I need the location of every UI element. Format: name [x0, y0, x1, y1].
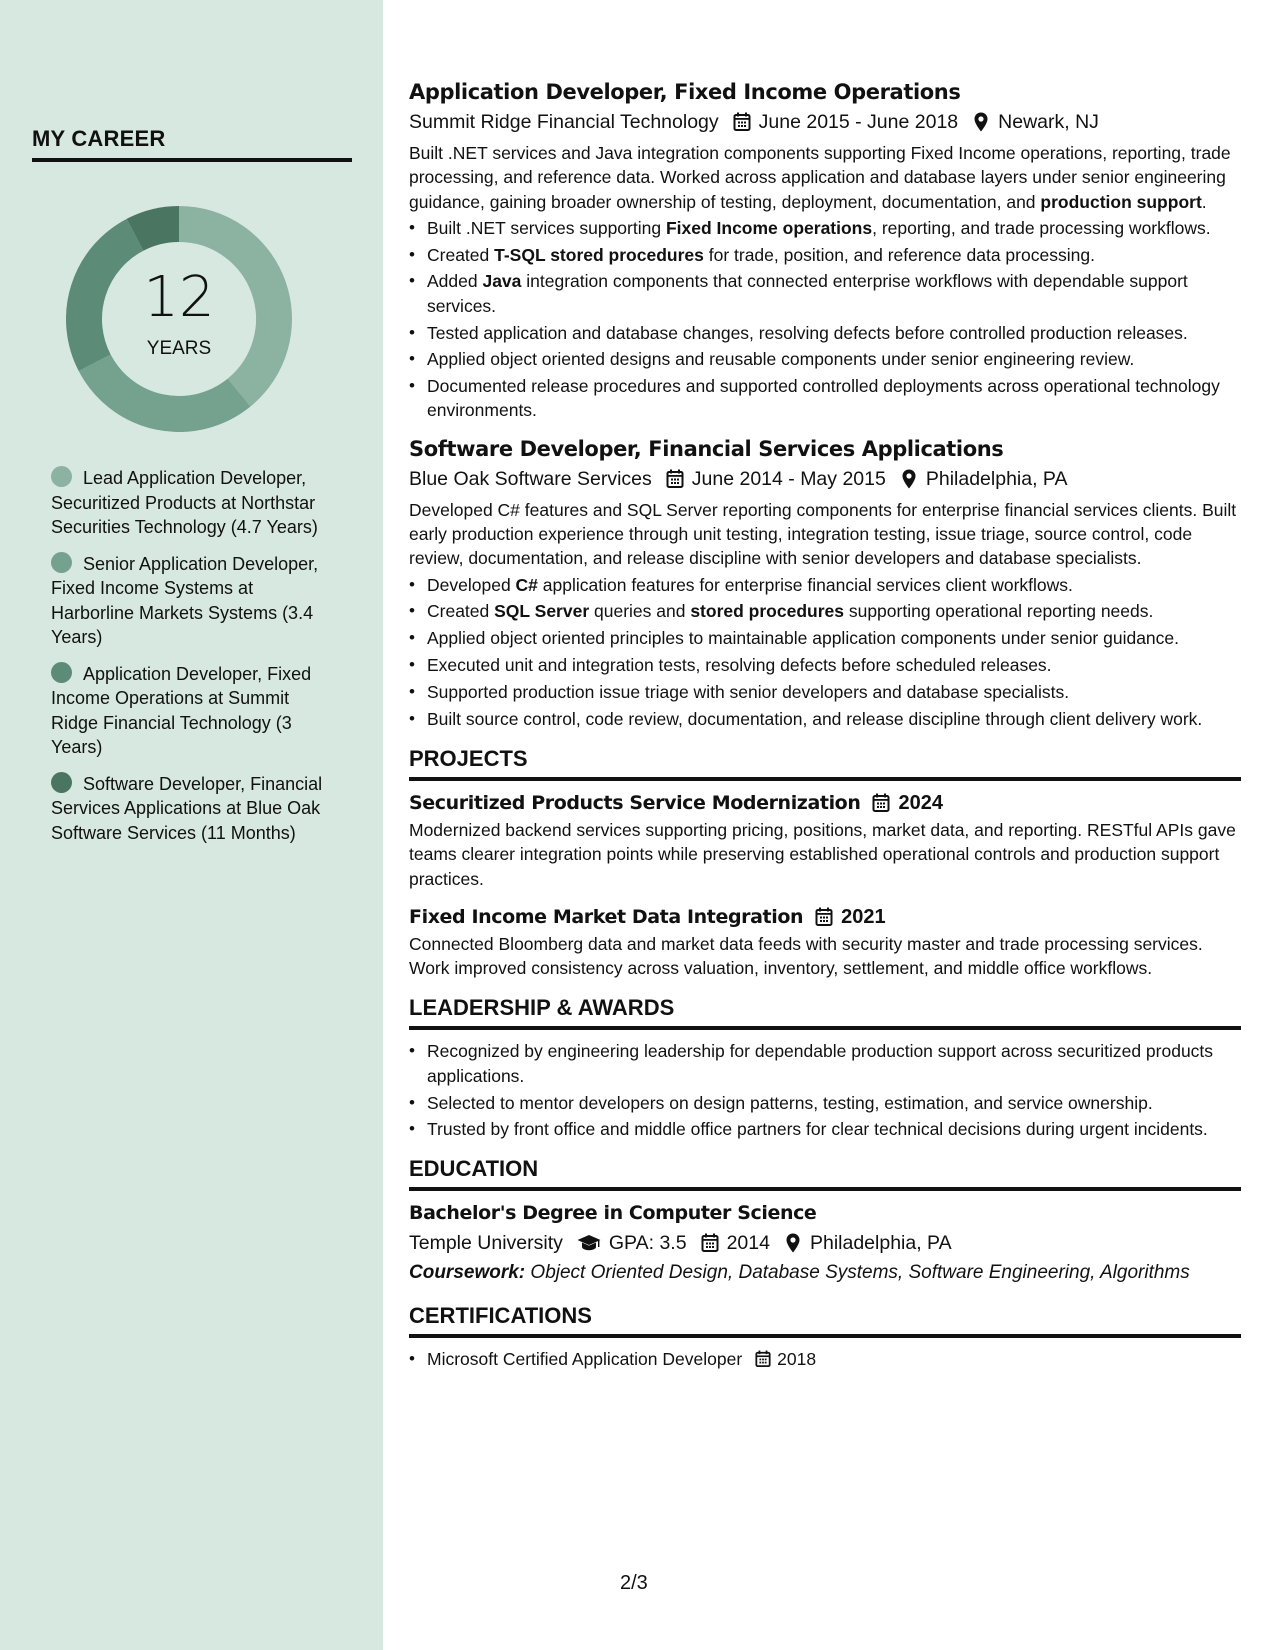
leadership-heading: LEADERSHIP & AWARDS: [409, 993, 1241, 1030]
career-legend: [51, 466, 331, 857]
career-donut-chart: [66, 206, 292, 432]
job-meta: [409, 466, 1241, 492]
job-bullet: [409, 269, 1241, 318]
job-dates: June 2015 - June 2018: [758, 111, 959, 133]
text-run: Built .NET services and Java integration components supporting Fixed Income operations, reporting, trade processing, and reference data. Worked across application and database layers under senior engineering guidance, gaining broader ownership of testing, deployment, documentation, and: [409, 143, 1231, 212]
leadership-list: [409, 1039, 1241, 1141]
legend-label: Senior Application Developer, Fixed Income Systems at Harborline Markets Systems (3.4 Years): [51, 553, 319, 647]
legend-dot: [51, 772, 72, 793]
page-number: 2/3: [620, 1572, 648, 1594]
job-bullet: [409, 243, 1241, 267]
certifications-section: [409, 1301, 1241, 1371]
project-description: Modernized backend services supporting pricing, positions, market data, and reporting. RESTful APIs gave teams clearer integration points while preserving established operational controls and production support practices.: [409, 819, 1236, 889]
legend-dot: [51, 466, 72, 487]
job-company: Summit Ridge Financial Technology: [409, 111, 719, 133]
bold-text: T-SQL stored procedures: [494, 244, 704, 265]
graduation-year: 2014: [726, 1231, 770, 1254]
project-entry: [409, 789, 1241, 891]
job-bullets: [409, 216, 1241, 423]
text-run: supporting operational reporting needs.: [843, 601, 1154, 622]
text-run: Created: [427, 244, 495, 265]
education-section: [409, 1154, 1241, 1286]
certifications-list: [409, 1347, 1241, 1371]
project-year: 2024: [898, 791, 943, 814]
text-run: .: [1201, 191, 1207, 212]
job-bullet: [409, 374, 1241, 423]
total-years-unit: YEARS: [146, 338, 212, 359]
leadership-item: • Recognized by engineering leadership for dependable production support across securitized products applications.: [409, 1039, 1241, 1088]
leadership-item: • Selected to mentor developers on design patterns, testing, estimation, and service ownership.: [409, 1091, 1241, 1115]
graduation-cap-icon: [577, 1233, 601, 1253]
job-bullet: [409, 321, 1241, 345]
job-location: Newark, NJ: [998, 111, 1099, 133]
legend-item: [51, 772, 331, 846]
project-title: Securitized Products Service Modernization: [409, 791, 861, 814]
calendar-icon: [701, 1233, 719, 1253]
calendar-icon: [733, 112, 751, 132]
certifications-heading: CERTIFICATIONS: [409, 1301, 1241, 1338]
text-run: Developed: [427, 574, 516, 595]
text-run: application features for enterprise financial services client workflows.: [537, 574, 1073, 595]
job-bullet: [409, 626, 1241, 650]
job-entry: [409, 78, 1241, 423]
text-run: Documented release procedures and supported controlled deployments across operational technology environments.: [427, 376, 1220, 421]
text-run: Supported production issue triage with senior developers and database specialists.: [427, 681, 1070, 702]
bold-text: SQL Server: [494, 601, 590, 622]
school-name: Temple University: [409, 1231, 563, 1254]
text-run: queries and: [589, 601, 691, 622]
leadership-item: • Trusted by front office and middle office partners for clear technical decisions during urgent incidents.: [409, 1117, 1241, 1141]
map-pin-icon: [900, 469, 918, 489]
job-dates: June 2014 - May 2015: [691, 467, 886, 490]
job-title: Application Developer, Fixed Income Operations: [409, 80, 961, 104]
legend-label: Software Developer, Financial Services Applications at Blue Oak Software Services (11 Months): [51, 773, 323, 843]
school-location: Philadelphia, PA: [809, 1231, 952, 1254]
text-run: Added: [427, 271, 483, 292]
job-entry: [409, 435, 1241, 731]
project-title-row: [409, 789, 1241, 817]
job-bullets: [409, 573, 1241, 731]
donut-center: [66, 206, 292, 432]
leadership-section: [409, 993, 1241, 1141]
coursework: [409, 1260, 1241, 1286]
text-run: Tested application and database changes, resolving defects before controlled production releases.: [427, 322, 1188, 343]
text-run: Built .NET services supporting: [427, 217, 666, 238]
job-summary: [409, 498, 1241, 571]
project-description: Connected Bloomberg data and market data feeds with security master and trade processing services. Work improved consistency across valuation, inventory, settlement, and middle office workflows.: [409, 933, 1203, 979]
job-bullet: [409, 347, 1241, 371]
project-entry: [409, 903, 1241, 981]
degree-title: Bachelor's Degree in Computer Science: [409, 1201, 817, 1224]
certification-year: 2018: [777, 1348, 817, 1369]
calendar-icon: [872, 793, 890, 813]
text-run: Created: [427, 601, 495, 622]
sidebar: [0, 0, 383, 1650]
project-year: 2021: [841, 905, 886, 928]
education-heading: EDUCATION: [409, 1154, 1241, 1191]
job-bullet: [409, 216, 1241, 240]
legend-item: [51, 552, 331, 650]
job-summary: [409, 141, 1241, 214]
resume-main: [409, 78, 1241, 1373]
job-bullet: [409, 680, 1241, 704]
total-years-number: 12: [143, 265, 215, 330]
text-run: for trade, position, and reference data processing.: [703, 244, 1095, 265]
legend-item: [51, 466, 331, 540]
coursework-label: Coursework:: [409, 1261, 526, 1283]
map-pin-icon: [972, 112, 990, 132]
certification-item: [409, 1347, 1241, 1371]
education-meta: [409, 1230, 1241, 1256]
bold-text: production support: [1040, 191, 1202, 212]
career-heading: MY CAREER: [32, 126, 352, 162]
job-bullet: [409, 707, 1241, 731]
calendar-icon: [755, 1350, 771, 1368]
project-title: Fixed Income Market Data Integration: [409, 905, 804, 928]
bold-text: stored procedures: [690, 601, 844, 622]
projects-heading: PROJECTS: [409, 744, 1241, 781]
coursework-list: Object Oriented Design, Database Systems, Software Engineering, Algorithms: [530, 1261, 1190, 1283]
legend-label: Application Developer, Fixed Income Operations at Summit Ridge Financial Technology (3 Years): [51, 663, 312, 757]
map-pin-icon: [784, 1233, 802, 1253]
legend-dot: [51, 552, 72, 573]
projects-section: [409, 744, 1241, 980]
gpa: GPA: 3.5: [608, 1231, 687, 1254]
calendar-icon: [815, 907, 833, 927]
legend-item: [51, 662, 331, 760]
text-run: , reporting, and trade processing workflows.: [872, 217, 1211, 238]
bold-text: C#: [515, 574, 538, 595]
text-run: integration components that connected enterprise workflows with dependable support services.: [427, 271, 1188, 316]
text-run: Applied object oriented principles to maintainable application components under senior guidance.: [427, 628, 1180, 649]
text-run: Developed C# features and SQL Server reporting components for enterprise financial services clients. Built early production experience through unit testing, integration testing, issue triage, source control, code review, documentation, and release discipline with senior developers and database specialists.: [409, 499, 1237, 569]
job-bullet: [409, 599, 1241, 623]
bold-text: Fixed Income operations: [665, 217, 873, 238]
project-title-row: [409, 903, 1241, 931]
certification-name: • Microsoft Certified Application Developer: [427, 1348, 743, 1369]
job-title: Software Developer, Financial Services Applications: [409, 436, 1004, 461]
bold-text: Java: [482, 271, 522, 292]
job-bullet: [409, 573, 1241, 597]
job-meta: [409, 109, 1241, 135]
job-bullet: [409, 653, 1241, 677]
legend-label: Lead Application Developer, Securitized Products at Northstar Securities Technology (4.7 Years): [51, 468, 318, 537]
job-location: Philadelphia, PA: [925, 467, 1068, 490]
calendar-icon: [666, 469, 684, 489]
text-run: Built source control, code review, documentation, and release discipline through client delivery work.: [427, 708, 1203, 729]
text-run: Applied object oriented designs and reusable components under senior engineering review.: [427, 349, 1135, 370]
job-company: Blue Oak Software Services: [409, 467, 652, 490]
text-run: Executed unit and integration tests, resolving defects before scheduled releases.: [427, 655, 1052, 676]
legend-dot: [51, 662, 72, 683]
